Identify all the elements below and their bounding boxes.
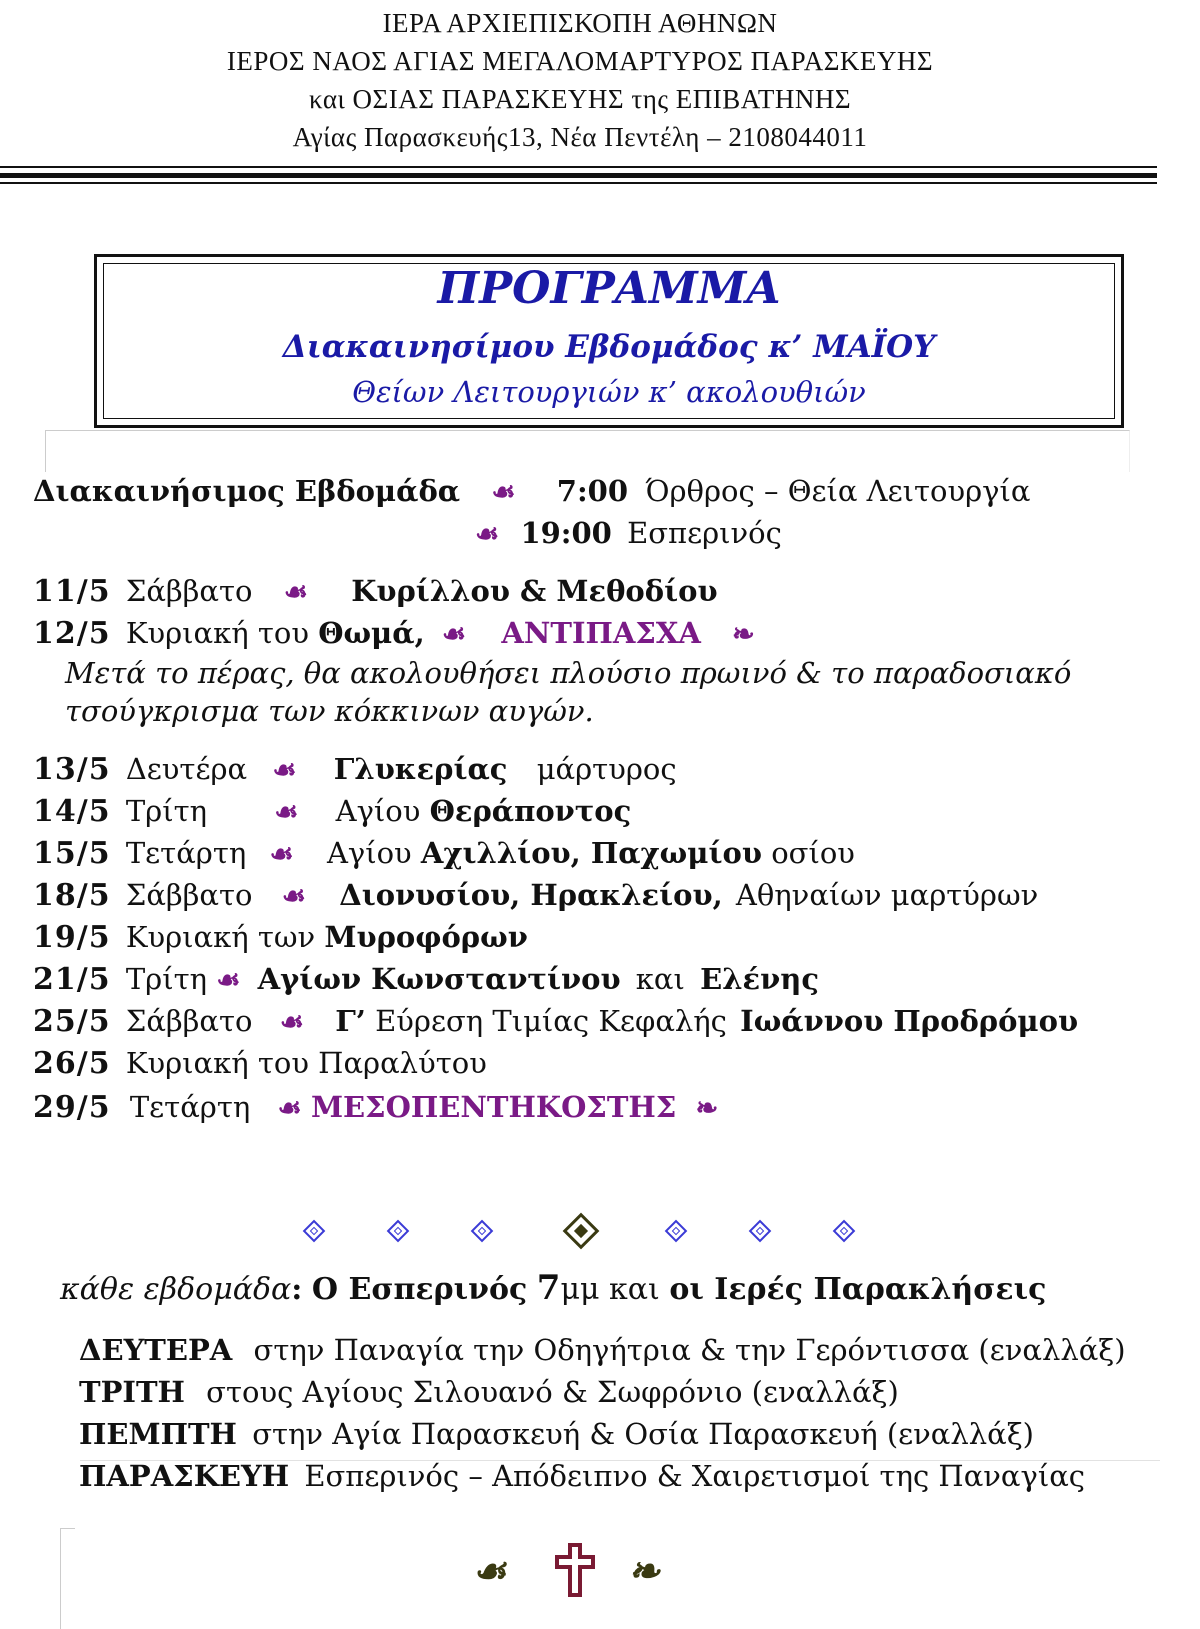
entry-date: 13/5 [33, 752, 111, 787]
program-subtitle-2: Θείων Λειτουργιών κ’ ακολουθιών [352, 375, 866, 409]
ornament-left-icon: ☙ [441, 619, 467, 650]
entry-date: 15/5 [33, 836, 111, 871]
schedule-entry-12-5 [33, 614, 755, 654]
ornament-right-icon: ❧ [732, 619, 755, 650]
schedule-entry-26-5 [33, 1044, 487, 1083]
entry-day: Σάββατο [125, 574, 253, 608]
entry-day: Δευτέρα [125, 752, 248, 786]
archdiocese-line: ΙΕΡΑ ΑΡΧΙΕΠΙΣΚΟΠΗ ΑΘΗΝΩΝ [382, 8, 778, 38]
entry-date: 18/5 [33, 878, 111, 913]
entry-saint: Διονυσίου, Ηρακλείου, [339, 878, 723, 912]
header-rule-thick [0, 173, 1157, 178]
ornament-left-icon: ☙ [491, 477, 516, 508]
entry-day: Τετάρτη [129, 1090, 251, 1124]
entry-saint: Αχιλλίου, Παχωμίου [420, 836, 762, 870]
footer-ornament-right-icon: ❧ [628, 1548, 660, 1593]
entry-mid: Εύρεση Τιμίας Κεφαλής [375, 1004, 727, 1038]
church-name-line-2: και ΟΣΙΑΣ ΠΑΡΑΣΚΕΥΗΣ της ΕΠΙΒΑΤΗΝΗΣ [308, 84, 852, 114]
entry-saint: Μυροφόρων [324, 920, 528, 954]
ornament-left-icon: ☙ [272, 755, 297, 786]
footer-ornament-left-icon: ☙ [472, 1548, 507, 1593]
weekly-row-tuesday [79, 1372, 899, 1412]
entry-date: 25/5 [33, 1004, 111, 1039]
weekly-row-friday [79, 1456, 1085, 1496]
weekly-intro-mid: μμ και [560, 1272, 660, 1307]
entry-rest: Αθηναίων μαρτύρων [735, 878, 1039, 912]
header-rule-bottom [0, 182, 1157, 184]
weekly-text: στην Αγία Παρασκευή & Οσία Παρασκευή (εναλλάξ) [252, 1417, 1034, 1451]
ornament-left-icon: ☙ [274, 797, 299, 828]
diamond-icon [303, 1220, 326, 1243]
entry-day: Κυριακή του Παραλύτου [125, 1046, 487, 1080]
weekly-vespers: Ο Εσπερινός [311, 1272, 528, 1307]
weekly-text: Εσπερινός – Απόδειπνο & Χαιρετισμοί της Παναγίας [304, 1459, 1086, 1493]
entry-note-line-1: Μετά το πέρας, θα ακολουθήσει πλούσιο πρωινό & το παραδοσιακό [65, 656, 1072, 690]
entry-date: 21/5 [33, 962, 111, 997]
header-rule-top [0, 166, 1157, 168]
entry-day: Τετάρτη [125, 836, 247, 870]
entry-saint: Κυρίλλου & Μεθοδίου [351, 574, 718, 608]
entry-day: Τρίτη [125, 794, 207, 828]
entry-day: Κυριακή του [125, 616, 309, 650]
entry-pre: Αγίου [326, 836, 412, 870]
faint-frame-corner [60, 1528, 75, 1629]
ornament-left-icon: ☙ [475, 519, 500, 550]
ornament-left-icon: ☙ [281, 881, 306, 912]
entry-saint-2: Ελένης [700, 962, 820, 996]
entry-pre: Αγίου [335, 794, 421, 828]
time-matins: 7:00 [556, 474, 629, 508]
diamond-icon [749, 1220, 772, 1243]
ornament-left-icon: ☙ [277, 1093, 302, 1124]
bright-week-line-1 [33, 472, 1030, 512]
schedule-entry-13-5 [33, 750, 677, 790]
cross-icon [555, 1543, 595, 1597]
weekly-row-thursday [79, 1414, 1034, 1454]
entry-date: 11/5 [33, 574, 111, 609]
service-matins: Όρθρος – Θεία Λειτουργία [645, 474, 1031, 508]
faint-frame [45, 430, 1130, 472]
diamond-icon [387, 1220, 410, 1243]
weekly-supplications: οι Ιερές Παρακλήσεις [669, 1272, 1047, 1307]
entry-date: 14/5 [33, 794, 111, 829]
bright-week-label: Διακαινήσιμος Εβδομάδα [33, 474, 461, 508]
entry-feast: ΑΝΤΙΠΑΣΧΑ [501, 616, 701, 650]
church-name-line: ΙΕΡΟΣ ΝΑΟΣ ΑΓΙΑΣ ΜΕΓΑΛΟΜΑΡΤΥΡΟΣ ΠΑΡΑΣΚΕΥΗΣ [226, 46, 934, 76]
entry-saint: Ιωάννου Προδρόμου [740, 1004, 1079, 1038]
entry-note-line-2: τσούγκρισμα των κόκκινων αυγών. [65, 694, 594, 728]
schedule-entry-15-5 [33, 834, 855, 874]
bright-week-line-2 [475, 514, 782, 554]
weekly-day: ΠΑΡΑΣΚΕΥΗ [79, 1459, 290, 1493]
entry-saint: Αγίων Κωνσταντίνου [257, 962, 621, 996]
schedule-entry-14-5 [33, 792, 631, 832]
weekly-day: ΤΡΙΤΗ [79, 1375, 185, 1409]
schedule-entry-19-5 [33, 918, 528, 957]
weekly-text: στους Αγίους Σιλουανό & Σωφρόνιο (εναλλάξ) [206, 1375, 899, 1409]
entry-date: 26/5 [33, 1046, 111, 1081]
entry-day: Σάββατο [125, 1004, 253, 1038]
diamond-icon [833, 1220, 856, 1243]
diamond-center-icon [563, 1213, 600, 1250]
ornament-left-icon: ☙ [283, 577, 308, 608]
address-line: Αγίας Παρασκευής13, Νέα Πεντέλη – 2108044011 [292, 122, 868, 152]
entry-saint: Θωμά, [318, 616, 425, 650]
schedule-entry-11-5 [33, 572, 718, 612]
schedule-entry-25-5 [33, 1002, 1078, 1042]
program-title: ΠΡΟΓΡΑΜΜΑ [437, 263, 781, 314]
weekly-intro [60, 1268, 1046, 1310]
diamond-icon [665, 1220, 688, 1243]
entry-feast: ΜΕΣΟΠΕΝΤΗΚΟΣΤΗΣ [310, 1090, 677, 1124]
entry-saint: Γλυκερίας [333, 752, 508, 786]
weekly-day: ΔΕΥΤΕΡΑ [79, 1333, 233, 1367]
weekly-row-monday [79, 1330, 1126, 1370]
entry-date: 29/5 [33, 1090, 111, 1125]
weekly-intro-label: κάθε εβδομάδα [60, 1272, 292, 1307]
schedule-entry-18-5 [33, 876, 1038, 916]
entry-rest: μάρτυρος [536, 752, 677, 786]
weekly-vespers-time: 7 [536, 1268, 561, 1308]
ornament-right-icon: ❧ [695, 1093, 719, 1124]
ornament-left-icon: ☙ [269, 839, 294, 870]
weekly-text: στην Παναγία την Οδηγήτρια & την Γερόντισσα (εναλλάξ) [253, 1333, 1126, 1367]
ornament-left-icon: ☙ [279, 1007, 304, 1038]
time-vespers: 19:00 [520, 516, 612, 550]
title-box [94, 254, 1124, 428]
entry-day: Τρίτη [125, 962, 207, 996]
schedule-entry-21-5 [33, 960, 819, 1000]
entry-rest: οσίου [771, 836, 855, 870]
entry-day: Σάββατο [125, 878, 253, 912]
weekly-intro-colon: : [291, 1272, 303, 1307]
weekly-day: ΠΕΜΠΤΗ [79, 1417, 237, 1451]
diamond-icon [471, 1220, 494, 1243]
entry-mid: και [635, 962, 685, 996]
diamond-separator [0, 1212, 1200, 1252]
church-header [0, 4, 1160, 156]
ornament-left-icon: ☙ [216, 965, 241, 996]
program-subtitle: Διακαινησίμου Εβδομάδος κ’ ΜΑΪΟΥ [282, 329, 936, 365]
entry-saint: Θεράποντος [429, 794, 632, 828]
entry-prefix: Γ’ [335, 1004, 366, 1038]
entry-date: 12/5 [33, 616, 111, 651]
schedule-entry-29-5 [33, 1088, 718, 1128]
entry-date: 19/5 [33, 920, 111, 955]
entry-day: Κυριακή των [125, 920, 316, 954]
service-vespers: Εσπερινός [627, 516, 782, 550]
